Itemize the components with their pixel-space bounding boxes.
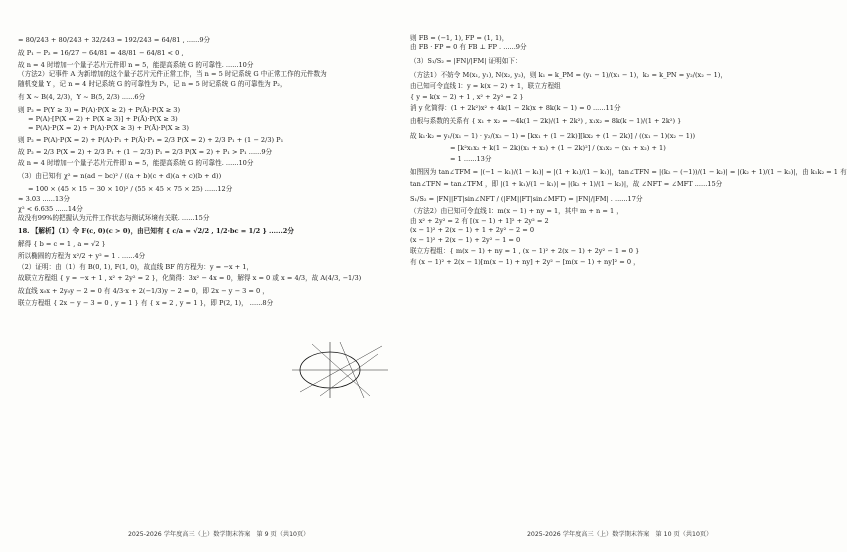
text-line: 所以椭圆的方程为 x²/2 + y² = 1 . ......4分 xyxy=(18,252,146,261)
ellipse-figure xyxy=(290,340,390,400)
page-footer-10: 2025-2026 学年度高三（上）数学期末答案 第 10 页（共10页） xyxy=(527,531,713,538)
text-line: S₁/S₂ = |FN||FT|sin∠NFT / (|FM||FT|sin∠MFT) = |FN|/|FM| . ......17分 xyxy=(410,194,643,203)
text-line: 由 x² + 2y² = 2 有 [(x − 1) + 1]² + 2y² = 2 xyxy=(410,216,549,225)
text-line: 则 FB = (−1, 1), FP = (1, 1)， xyxy=(410,34,509,42)
text-line: 消 y 化简得：(1 + 2k²)x² + 4k(1 − 2k)x + 8k(k − 1) = 0 ......11分 xyxy=(410,103,621,112)
text-line: 随机变量 Y ，记 n = 4 时记系统 G 的可靠性为 P₁，记 n = 5 时记系统 G 的可靠性为 P₂， xyxy=(18,79,287,88)
text-line: 故 P₂ = 2/3 P(X = 2) + 2/3 P₁ + (1 − 2/3) P₁ = 2/3 P(X = 2) + P₁ > P₁ ......9分 xyxy=(18,148,273,157)
text-line: (x − 1)² + 2(x − 1) + 2y² − 1 = 0 xyxy=(410,235,521,244)
text-line: = 1 ......13分 xyxy=(450,154,492,163)
text-line: = [k²x₁x₂ + k(1 − 2k)(x₁ + x₂) + (1 − 2k)²] / (x₁x₂ − (x₁ + x₂) + 1) xyxy=(450,144,666,153)
text-line: = P(A)·P(X = 2) + P(A)·P(X ≥ 3) + P(Ā)·P(X ≥ 3) xyxy=(28,124,189,133)
problem-18-heading: 18. 【解析】（1）令 F(c, 0)(c > 0)，由已知有 { c/a = √2/2 , 1/2·bc = 1/2 } ......2分 xyxy=(18,227,294,236)
text-line: 由 FB · FP = 0 有 FB ⊥ FP . ......9分 xyxy=(410,43,527,52)
text-line: （3）S₁/S₂ = |FN|/|FM| 证明如下： xyxy=(410,56,522,65)
text-line: ≈ 3.03 ......13分 xyxy=(18,195,70,204)
text-line: tan∠TFN = tan∠TFM ，即 |(1 + k₁)/(1 − k₁)| = |(k₂ + 1)/(1 − k₂)|，故 ∠NFT = ∠MFT ......15分 xyxy=(410,180,723,189)
text-line: 联立方程组 { 2x − y − 3 = 0 , y = 1 } 有 { x = 2 , y = 1 }，即 P(2, 1)， ......8分 xyxy=(18,299,274,308)
text-line: （方法2）由已知可令直线 l：m(x − 1) + ny = 1，其中 m + n = 1 ， xyxy=(410,207,623,216)
text-line: 故联立方程组 { y = −x + 1 , x² + 2y² = 2 }，化简得：3x² − 4x = 0，解得 x = 0 或 x = 4/3，故 A(4/3, −1/3) xyxy=(18,274,362,283)
text-line: 故 P₁ − P₂ = 16/27 − 64/81 = 48/81 − 64/81 < 0 , xyxy=(18,48,184,57)
text-line: χ² < 6.635 ......14分 xyxy=(18,204,83,213)
text-line: （3）由已知有 χ² = n(ad − bc)² / ((a + b)(c + d)(a + c)(b + d)) xyxy=(18,172,222,181)
text-line: 故 k₁·k₂ = y₁/(x₁ − 1) · y₂/(x₂ − 1) = [kx₁ + (1 − 2k)][kx₂ + (1 − 2k)] / ((x₁ − 1)(x₂ − 1)) xyxy=(410,131,696,140)
text-line: 有 X ~ B(4, 2/3)，Y ~ B(5, 2/3) ......6分 xyxy=(18,93,146,102)
text-line: (x − 1)² + 2(x − 1) + 1 + 2y² − 2 = 0 xyxy=(410,226,535,235)
page-footer-9: 2025-2026 学年度高三（上）数学期末答案 第 9 页（共10页） xyxy=(128,531,310,538)
text-line: 故没有99%的把握认为元件工作状态与测试环境有关联. ......15分 xyxy=(18,214,210,223)
text-line: = P(A)·[P(X = 2) + P(X ≥ 3)] + P(Ā)·P(X ≥ 3) xyxy=(28,115,178,124)
text-line: 故 n = 4 时增加一个量子芯片元件即 n = 5，能提高系统 G 的可靠性. ......10分 xyxy=(18,61,254,69)
text-line: 则 P₂ = P(Y ≥ 3) = P(A)·P(X ≥ 2) + P(Ā)·P(X ≥ 3) xyxy=(18,105,181,114)
text-line: 则 P₂ = P(A)·P(X = 2) + P(A)·P₁ + P(Ā)·P₁ = 2/3 P(X = 2) + 2/3 P₁ + (1 − 2/3) P₁ xyxy=(18,135,284,144)
text-line: 由已知可令直线 l：y = k(x − 2) + 1，联立方程组 xyxy=(410,81,561,90)
page-10 xyxy=(400,0,847,552)
text-line: （方法2）记事件 A 为新增加的这个量子芯片元件正常工作，当 n = 5 时记系统 G 中正常工作的元件数为 xyxy=(18,70,327,79)
text-line: 如图因为 tan∠TFM = |(−1 − k₁)/(1 − k₁)| = |(1 + k₁)/(1 − k₁)|，tan∠TFN = |(k₂ − (−1))/(1 − k₂)| = |(k₂ + 1)/(1 − k₂)|，由 k₁k₂ = 1 有 xyxy=(410,167,847,176)
text-line: = 80/243 + 80/243 + 32/243 = 192/243 = 64/81 , ......9分 xyxy=(18,36,211,44)
text-line: （方法1）不妨令 M(x₁, y₁), N(x₂, y₂)，则 k₁ = k_PM = (y₁ − 1)/(x₁ − 1)，k₂ = k_PN = y₂/(x₂ − 1)， xyxy=(410,71,727,80)
text-line: { y = k(x − 2) + 1 , x² + 2y² = 2 } xyxy=(410,93,524,102)
text-line: 故 n = 4 时增加一个量子芯片元件即 n = 5，能提高系统 G 的可靠性. ......10分 xyxy=(18,158,254,167)
text-line: 由根与系数的关系有 { x₁ + x₂ = −4k(1 − 2k)/(1 + 2k²) , x₁x₂ = 8k(k − 1)/(1 + 2k²) } xyxy=(410,117,682,126)
text-line: 解得 { b = c = 1 , a = √2 } xyxy=(18,239,106,248)
text-line: 联立方程组：{ m(x − 1) + ny = 1 , (x − 1)² + 2(x − 1) + 2y² − 1 = 0 } xyxy=(410,247,640,256)
page-9 xyxy=(0,0,400,552)
line-fn xyxy=(320,354,378,396)
text-line: 有 (x − 1)² + 2(x − 1)[m(x − 1) + ny] + 2y² − [m(x − 1) + ny]² = 0 ， xyxy=(410,257,640,266)
text-line: = 100 × (45 × 15 − 30 × 10)² / (55 × 45 × 75 × 25) ......12分 xyxy=(28,184,233,193)
text-line: （2）证明：由（1）有 B(0, 1), F(1, 0)，故直线 BF 的方程为：y = −x + 1， xyxy=(18,262,254,271)
text-line: 故直线 x₀x + 2y₀y − 2 = 0 有 4/3·x + 2(−1/3)y − 2 = 0，即 2x − y − 3 = 0 ， xyxy=(18,286,269,295)
